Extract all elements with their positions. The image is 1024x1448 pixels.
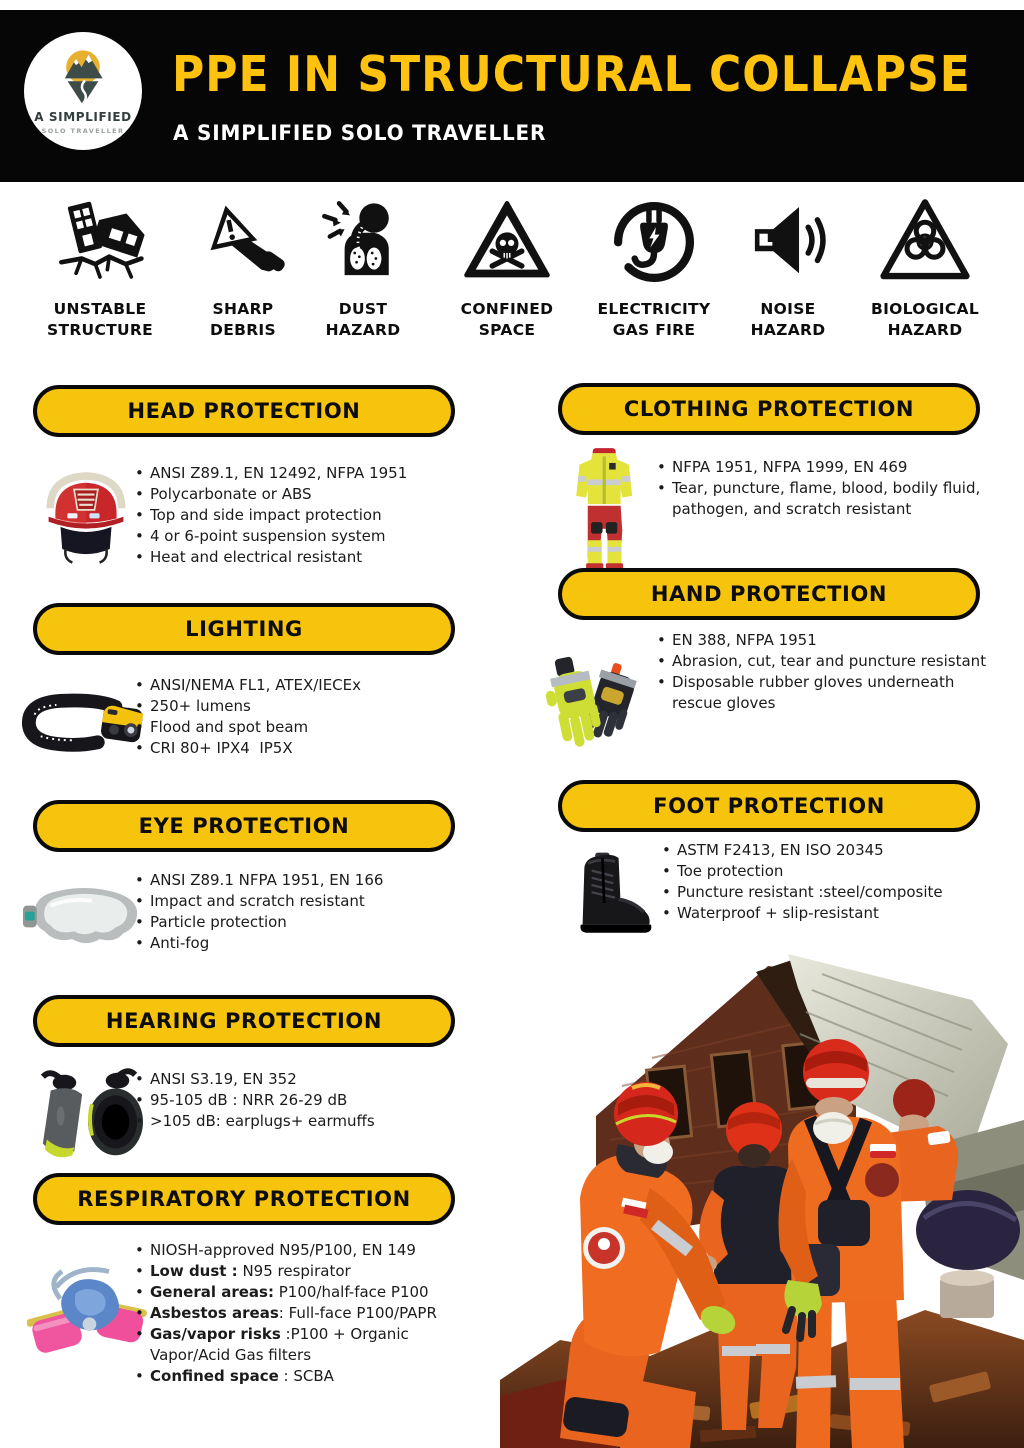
bullet-list xyxy=(133,675,455,759)
bullet-item: • EN 388, NFPA 1951 xyxy=(655,630,993,651)
bullet-list xyxy=(660,840,990,924)
headlamp-image xyxy=(21,685,149,769)
bullet-list xyxy=(133,1069,455,1132)
electricity-gas-fire-icon xyxy=(608,196,700,288)
hazard-label: DUST HAZARD xyxy=(325,300,401,339)
biological-hazard-icon xyxy=(879,196,971,288)
hazard-label: UNSTABLE STRUCTURE xyxy=(46,300,153,339)
earmuffs-image xyxy=(31,1061,149,1169)
hazard-dust-hazard xyxy=(291,196,435,341)
goggles-image xyxy=(21,870,149,964)
bullet-list xyxy=(655,457,985,520)
fire-helmet-image xyxy=(35,457,137,573)
section-title-lighting: LIGHTING xyxy=(33,603,455,655)
hazard-confined-space xyxy=(435,196,579,341)
brand-logo xyxy=(24,32,142,150)
bullet-list xyxy=(655,630,993,714)
page-subtitle: A SIMPLIFIED SOLO TRAVELLER xyxy=(173,120,547,146)
bullet-item: • Abrasion, cut, tear and puncture resistant xyxy=(655,651,993,672)
bullet-item: • Impact and scratch resistant xyxy=(133,891,455,912)
section-title-eye: EYE PROTECTION xyxy=(33,800,455,852)
mountain-logo-icon xyxy=(48,46,118,108)
section-title-hand: HAND PROTECTION xyxy=(558,568,980,620)
rescue-photo xyxy=(500,948,1024,1448)
bullet-item: • Low dust : N95 respirator xyxy=(133,1261,463,1282)
section-title-hearing: HEARING PROTECTION xyxy=(33,995,455,1047)
bullet-item: • Tear, puncture, flame, blood, bodily fluid, pathogen, and scratch resistant xyxy=(655,478,985,520)
dust-hazard-icon xyxy=(317,196,409,288)
bullet-item: • Waterproof + slip-resistant xyxy=(660,903,990,924)
bullet-item: • Toe protection xyxy=(660,861,990,882)
bullet-item: • ANSI Z89.1, EN 12492, NFPA 1951 xyxy=(133,463,455,484)
unstable-structure-icon xyxy=(54,196,146,288)
section-title-foot: FOOT PROTECTION xyxy=(558,780,980,832)
hivis-suit-image xyxy=(568,443,642,575)
logo-text-line2: SOLO TRAVELLER xyxy=(41,127,125,135)
bullet-item: • Puncture resistant :steel/composite xyxy=(660,882,990,903)
bullet-item: • Polycarbonate or ABS xyxy=(133,484,455,505)
bullet-item: • Gas/vapor risks :P100 + Organic Vapor/Acid Gas filters xyxy=(133,1324,463,1366)
sharp-debris-icon xyxy=(197,196,289,288)
hazard-biological-hazard xyxy=(853,196,997,341)
bullet-item: • 4 or 6-point suspension system xyxy=(133,526,455,547)
bullet-item: • Particle protection xyxy=(133,912,455,933)
hazard-noise-hazard xyxy=(716,196,860,341)
bullet-item: • CRI 80+ IPX4 IP5X xyxy=(133,738,455,759)
bullet-item: • Disposable rubber gloves underneath rescue gloves xyxy=(655,672,993,714)
logo-text-line1: A SIMPLIFIED xyxy=(34,110,132,124)
boot-image xyxy=(570,846,660,942)
section-title-respiratory: RESPIRATORY PROTECTION xyxy=(33,1173,455,1225)
bullet-item: • Asbestos areas: Full-face P100/PAPR xyxy=(133,1303,463,1324)
bullet-item: • ANSI Z89.1 NFPA 1951, EN 166 xyxy=(133,870,455,891)
hazard-electricity-gas-fire xyxy=(582,196,726,341)
hazard-label: ELECTRICITY GAS FIRE xyxy=(597,300,711,339)
bullet-item: • Top and side impact protection xyxy=(133,505,455,526)
bullet-item: • Heat and electrical resistant xyxy=(133,547,455,568)
bullet-item: • NIOSH-approved N95/P100, EN 149 xyxy=(133,1240,463,1261)
bullet-item: • Flood and spot beam xyxy=(133,717,455,738)
confined-space-icon xyxy=(461,196,553,288)
bullet-item: • 95-105 dB : NRR 26-29 dB xyxy=(133,1090,455,1111)
page-title: PPE IN STRUCTURAL COLLAPSE xyxy=(172,46,971,104)
hazard-unstable-structure xyxy=(28,196,172,341)
bullet-item: • 250+ lumens xyxy=(133,696,455,717)
hazard-label: NOISE HAZARD xyxy=(750,300,826,339)
bullet-item: • >105 dB: earplugs+ earmuffs xyxy=(133,1111,455,1132)
bullet-list xyxy=(133,463,455,568)
bullet-list xyxy=(133,1240,463,1387)
rescue-gloves-image xyxy=(544,642,652,754)
bullet-item: • ASTM F2413, EN ISO 20345 xyxy=(660,840,990,861)
noise-hazard-icon xyxy=(742,196,834,288)
bullet-item: • Anti-fog xyxy=(133,933,455,954)
bullet-item: • Confined space : SCBA xyxy=(133,1366,463,1387)
section-title-head: HEAD PROTECTION xyxy=(33,385,455,437)
header-band xyxy=(0,10,1024,182)
bullet-item: • General areas: P100/half-face P100 xyxy=(133,1282,463,1303)
hazard-label: CONFINED SPACE xyxy=(460,300,554,339)
bullet-item: • NFPA 1951, NFPA 1999, EN 469 xyxy=(655,457,985,478)
section-title-clothing: CLOTHING PROTECTION xyxy=(558,383,980,435)
hazard-label: SHARP DEBRIS xyxy=(210,300,276,339)
respirator-image xyxy=(27,1259,149,1363)
bullet-item: • ANSI/NEMA FL1, ATEX/IECEx xyxy=(133,675,455,696)
hazard-label: BIOLOGICAL HAZARD xyxy=(871,300,979,339)
bullet-item: • ANSI S3.19, EN 352 xyxy=(133,1069,455,1090)
bullet-list xyxy=(133,870,455,954)
